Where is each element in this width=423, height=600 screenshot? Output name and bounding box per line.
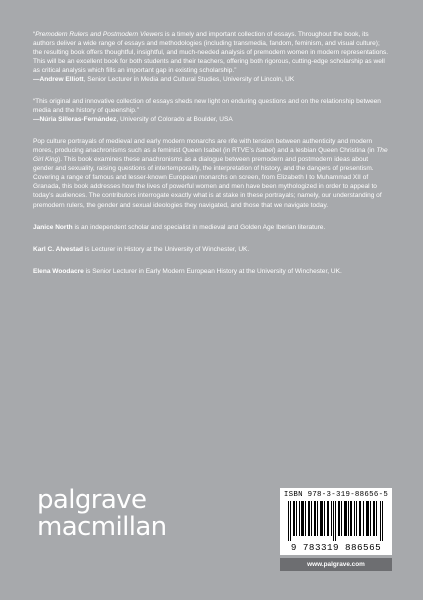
blurb-2-author: —Núria Silleras-Fernández <box>33 115 117 123</box>
bio-name: Karl C. Alvestad <box>33 245 83 253</box>
blurb-2 <box>33 97 389 124</box>
barcode-icon <box>286 501 386 541</box>
open-quote: “ <box>33 31 36 38</box>
bio-janice-north <box>33 223 389 232</box>
description-part-1: Pop culture portrayals of medieval and early modern monarchs are rife with tension between authenticity and modern mores, producing anachronisms such as a feminist Queen Isabel (in RTVE’s <box>33 137 373 154</box>
blurb-1 <box>33 30 389 85</box>
description-title-girl-king: The Girl King <box>33 146 388 164</box>
logo-line-2: macmillan <box>37 512 167 542</box>
blurb-2-affiliation: , University of Colorado at Boulder, USA <box>116 115 233 123</box>
blurb-1-text: is a timely and important collection of essays. Throughout the book, its authors deliver a wide range of essays and methodologies (including transmedia, fandom, feminism, and visual culture); the resulting book offers thoughtful, insightful, and much-needed analysis of premodern women in modern representations. This will be an excellent book for both students and their teachers, offering both rigorous, cutting-edge scholarship as well as critical analysis which fills an important gap in existing scholarship.” <box>33 31 389 75</box>
book-description <box>33 137 389 210</box>
blurb-1-book-title: Premodern Rulers and Postmodern Viewers <box>35 31 164 38</box>
blurb-1-author: —Andrew Elliott <box>33 76 84 84</box>
description-title-isabel: Isabel <box>255 146 274 154</box>
bio-karl-alvestad <box>33 245 389 254</box>
bio-elena-woodacre <box>33 267 389 276</box>
publisher-url[interactable]: www.palgrave.com <box>280 558 392 571</box>
bio-text: is Lecturer in History at the University of Winchester, UK. <box>82 245 250 253</box>
back-cover-text <box>33 30 389 276</box>
blurb-1-affiliation: , Senior Lecturer in Media and Cultural Studies, University of Lincoln, UK <box>83 76 295 84</box>
blurb-2-text: “This original and innovative collection of essays sheds new light on enduring questions and on the relationship between media and the history of queenship.” <box>33 97 381 114</box>
barcode-panel <box>280 488 392 555</box>
description-part-2: ) and a lesbian Queen Christina (in <box>273 146 377 154</box>
bio-name: Janice North <box>33 223 73 231</box>
logo-line-1: palgrave <box>37 485 147 515</box>
bio-text: is an independent scholar and specialist in medieval and Golden Age Iberian literature. <box>72 223 326 231</box>
isbn-label: ISBN 978-3-319-88656-5 <box>283 491 389 499</box>
palgrave-macmillan-logo <box>37 487 167 541</box>
bio-name: Elena Woodacre <box>33 267 84 275</box>
description-part-3: ). This book examines these anachronisms as a dialogue between premodern and postmodern ideas about gender and sexuality, raising questions of intertemporality, the interpretation of history, and the dangers of presentism. Covering a range of famous and lesser-known European monarchs on screen, from Elizabeth I to Muhammad XII of Granada, this book addresses how the lives of powerful women and men have been mythologized in order to appeal to today’s audiences. The contributors interrogate exactly what is at stake in these portrayals; namely, our understanding of premodern rulers, the gender and sexual ideologies they navigated, and those that we navigate today. <box>33 156 382 209</box>
barcode-digits: 9 783319 886565 <box>290 542 382 553</box>
bio-text: is Senior Lecturer in Early Modern European History at the University of Winchester, UK. <box>83 267 342 275</box>
